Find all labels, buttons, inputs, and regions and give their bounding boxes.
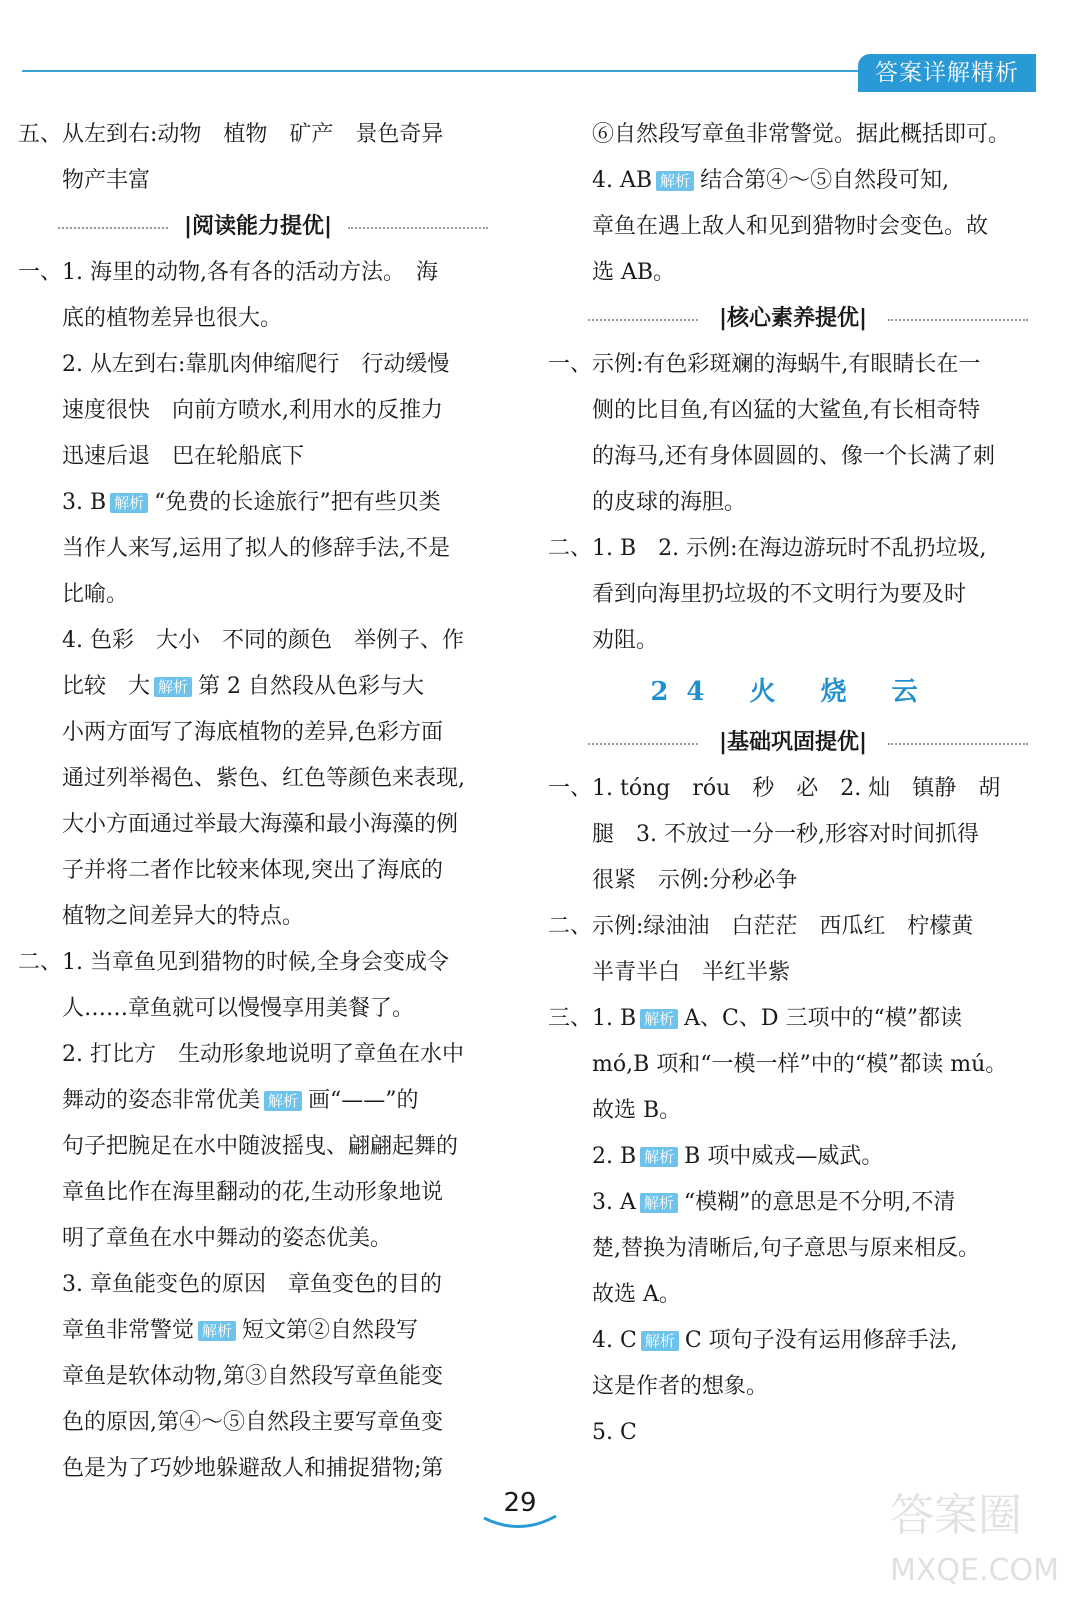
- answer-prefix: 舞动的姿态非常优美: [62, 1088, 261, 1113]
- section-heading-label: |阅读能力提优|: [180, 214, 336, 239]
- answer-prefix: 三、1. B: [548, 1006, 637, 1031]
- answer-line: [18, 1446, 498, 1492]
- answer-line: [18, 940, 498, 986]
- answer-text: 很紧 示例:分秒必争: [592, 868, 798, 893]
- answer-line: [548, 904, 1038, 950]
- section-dotted-rule: [58, 227, 168, 229]
- answer-text: 物产丰富: [62, 168, 151, 193]
- analysis-tag: 解析: [154, 677, 192, 697]
- answer-line: [18, 526, 498, 572]
- analysis-tag: 解析: [264, 1091, 302, 1111]
- section-heading: [548, 720, 1038, 766]
- answer-text: 速度很快 向前方喷水,利用水的反推力: [62, 398, 443, 423]
- answer-line: [548, 342, 1038, 388]
- answer-text: 2. 打比方 生动形象地说明了章鱼在水中: [62, 1042, 464, 1067]
- answer-line: [18, 1400, 498, 1446]
- answer-line: [548, 950, 1038, 996]
- answer-text: 侧的比目鱼,有凶猛的大鲨鱼,有长相奇特: [592, 398, 980, 423]
- answer-text: 大小方面通过举最大海藻和最小海藻的例: [62, 812, 459, 837]
- answer-text: 半青半白 半红半紫: [592, 960, 791, 985]
- answer-text: 3. 章鱼能变色的原因 章鱼变色的目的: [62, 1272, 442, 1297]
- answer-line: [548, 1042, 1038, 1088]
- header-rule: [22, 70, 862, 72]
- answer-text: A、C、D 三项中的“模”都读: [684, 1006, 963, 1031]
- answer-line: [548, 250, 1038, 296]
- answer-text: 2. 从左到右:靠肌肉伸缩爬行 行动缓慢: [62, 352, 450, 377]
- answer-line: [548, 1410, 1038, 1456]
- section-dotted-rule: [348, 227, 488, 229]
- analysis-tag: 解析: [656, 171, 694, 191]
- section-heading: [548, 296, 1038, 342]
- answer-text: 一、示例:有色彩斑斓的海蜗牛,有眼睛长在一: [548, 352, 981, 377]
- analysis-tag: 解析: [640, 1193, 678, 1213]
- answer-text: 故选 B。: [592, 1098, 682, 1123]
- answer-line: [548, 158, 1038, 204]
- answer-line: [548, 1364, 1038, 1410]
- answer-prefix: 4. C: [592, 1328, 637, 1353]
- page-number-swoosh-icon: [480, 1512, 560, 1532]
- section-dotted-rule: [888, 319, 1028, 321]
- answer-prefix: 3. B: [62, 490, 107, 515]
- answer-text: 第 2 自然段从色彩与大: [198, 674, 425, 699]
- answer-text: 画“——”的: [308, 1088, 419, 1113]
- answer-line: [18, 1262, 498, 1308]
- answer-line: [18, 572, 498, 618]
- answer-line: [548, 1318, 1038, 1364]
- lesson-title: 24 火 烧 云: [650, 677, 936, 707]
- answer-text: 植物之间差异大的特点。: [62, 904, 305, 929]
- answer-text: 明了章鱼在水中舞动的姿态优美。: [62, 1226, 393, 1251]
- answer-prefix: 章鱼非常警觉: [62, 1318, 195, 1343]
- answer-text: 迅速后退 巴在轮船底下: [62, 444, 305, 469]
- answer-line: [548, 618, 1038, 664]
- answer-text: 这是作者的想象。: [592, 1374, 769, 1399]
- analysis-tag: 解析: [198, 1321, 236, 1341]
- answer-line: [18, 296, 498, 342]
- answer-text: B 项中威戎—威武。: [684, 1144, 884, 1169]
- answer-text: 一、1. tóng róu 秒 必 2. 灿 镇静 胡: [548, 776, 1001, 801]
- answer-text: 故选 A。: [592, 1282, 681, 1307]
- answer-line: [18, 1124, 498, 1170]
- answer-text: ⑥自然段写章鱼非常警觉。据此概括即可。: [592, 122, 1011, 147]
- section-heading-label: |核心素养提优|: [715, 306, 871, 331]
- header-banner: 答案详解精析: [858, 54, 1036, 92]
- answer-line: [18, 894, 498, 940]
- answer-text: 五、从左到右:动物 植物 矿产 景色奇异: [18, 122, 444, 147]
- answer-prefix: 2. B: [592, 1144, 637, 1169]
- answer-line: [548, 572, 1038, 618]
- answer-line: [548, 858, 1038, 904]
- answer-line: [548, 112, 1038, 158]
- watermark-logo-icon: [880, 1480, 1070, 1590]
- answer-line: [18, 480, 498, 526]
- answer-line: [18, 1170, 498, 1216]
- analysis-tag: 解析: [640, 1147, 678, 1167]
- section-dotted-rule: [588, 743, 698, 745]
- answer-line: [548, 204, 1038, 250]
- answer-text: C 项句子没有运用修辞手法,: [684, 1328, 958, 1353]
- answer-line: [18, 664, 498, 710]
- answer-text: 腿 3. 不放过一分一秒,形容对时间抓得: [592, 822, 979, 847]
- answer-line: [548, 1272, 1038, 1318]
- answer-prefix: 比较 大: [62, 674, 151, 699]
- answer-text: 当作人来写,运用了拟人的修辞手法,不是: [62, 536, 450, 561]
- answer-line: [18, 986, 498, 1032]
- answer-line: [548, 434, 1038, 480]
- analysis-tag: 解析: [110, 493, 148, 513]
- section-dotted-rule: [888, 743, 1028, 745]
- answer-text: 看到向海里扔垃圾的不文明行为要及时: [592, 582, 967, 607]
- answer-line: [18, 112, 498, 158]
- answer-text: 结合第④～⑤自然段可知,: [700, 168, 950, 193]
- answer-text: 通过列举褐色、紫色、红色等颜色来表现,: [62, 766, 465, 791]
- answer-text: mó,B 项和“一模一样”中的“模”都读 mú。: [592, 1052, 1008, 1077]
- answer-text: 底的植物差异也很大。: [62, 306, 283, 331]
- answer-text: 楚,替换为清晰后,句子意思与原来相反。: [592, 1236, 980, 1261]
- answer-line: [18, 1078, 498, 1124]
- answer-line: [18, 158, 498, 204]
- answer-line: [18, 848, 498, 894]
- answer-text: 色的原因,第④～⑤自然段主要写章鱼变: [62, 1410, 443, 1435]
- answer-text: “免费的长途旅行”把有些贝类: [154, 490, 441, 515]
- answer-text: 的皮球的海胆。: [592, 490, 747, 515]
- answer-text: 一、1. 海里的动物,各有各的活动方法。 海: [18, 260, 438, 285]
- left-column: [18, 112, 498, 1492]
- answer-line: [18, 388, 498, 434]
- answer-line: [18, 756, 498, 802]
- answer-text: 子并将二者作比较来体现,突出了海底的: [62, 858, 443, 883]
- answer-text: 4. 色彩 大小 不同的颜色 举例子、作: [62, 628, 464, 653]
- section-heading-label: |基础巩固提优|: [715, 730, 871, 755]
- answer-text: 章鱼在遇上敌人和见到猎物时会变色。故: [592, 214, 989, 239]
- section-dotted-rule: [588, 319, 698, 321]
- page-number: 29: [503, 1488, 537, 1518]
- answer-text: 劝阻。: [592, 628, 659, 653]
- answer-text: 二、示例:绿油油 白茫茫 西瓜红 柠檬黄: [548, 914, 974, 939]
- answer-text: 人……章鱼就可以慢慢享用美餐了。: [62, 996, 415, 1021]
- answer-line: [18, 710, 498, 756]
- answer-text: 小两方面写了海底植物的差异,色彩方面: [62, 720, 443, 745]
- answer-text: 章鱼是软体动物,第③自然段写章鱼能变: [62, 1364, 443, 1389]
- answer-text: 5. C: [592, 1420, 637, 1445]
- analysis-tag: 解析: [640, 1009, 678, 1029]
- answer-text: “模糊”的意思是不分明,不清: [683, 1190, 956, 1215]
- answer-line: [18, 618, 498, 664]
- answer-line: [548, 766, 1038, 812]
- answer-line: [18, 1308, 498, 1354]
- answer-line: [18, 434, 498, 480]
- answer-line: [18, 250, 498, 296]
- answer-prefix: 4. AB: [592, 168, 653, 193]
- right-column: [548, 112, 1038, 1456]
- answer-line: [548, 812, 1038, 858]
- answer-line: [548, 480, 1038, 526]
- answer-line: [548, 996, 1038, 1042]
- answer-text: 二、1. 当章鱼见到猎物的时候,全身会变成令: [18, 950, 449, 975]
- answer-line: [18, 1032, 498, 1078]
- answer-line: [548, 1088, 1038, 1134]
- answer-text: 二、1. B 2. 示例:在海边游玩时不乱扔垃圾,: [548, 536, 987, 561]
- answer-line: [548, 1226, 1038, 1272]
- answer-line: [18, 802, 498, 848]
- answer-line: [18, 1354, 498, 1400]
- analysis-tag: 解析: [641, 1331, 679, 1351]
- answer-line: [548, 526, 1038, 572]
- watermark-top: 答案圈: [890, 1490, 1022, 1541]
- answer-line: [548, 1134, 1038, 1180]
- watermark-bottom: MXQE.COM: [890, 1553, 1059, 1588]
- answer-text: 的海马,还有身体圆圆的、像一个长满了刺: [592, 444, 995, 469]
- answer-line: [18, 1216, 498, 1262]
- answer-text: 句子把腕足在水中随波摇曳、翩翩起舞的: [62, 1134, 459, 1159]
- answer-line: [18, 342, 498, 388]
- answer-line: [548, 388, 1038, 434]
- section-heading: [18, 204, 498, 250]
- answer-line: [548, 1180, 1038, 1226]
- answer-text: 选 AB。: [592, 260, 676, 285]
- answer-text: 章鱼比作在海里翻动的花,生动形象地说: [62, 1180, 443, 1205]
- answer-text: 色是为了巧妙地躲避敌人和捕捉猎物;第: [62, 1456, 444, 1481]
- answer-prefix: 3. A: [592, 1190, 636, 1215]
- answer-text: 比喻。: [62, 582, 129, 607]
- answer-text: 短文第②自然段写: [242, 1318, 419, 1343]
